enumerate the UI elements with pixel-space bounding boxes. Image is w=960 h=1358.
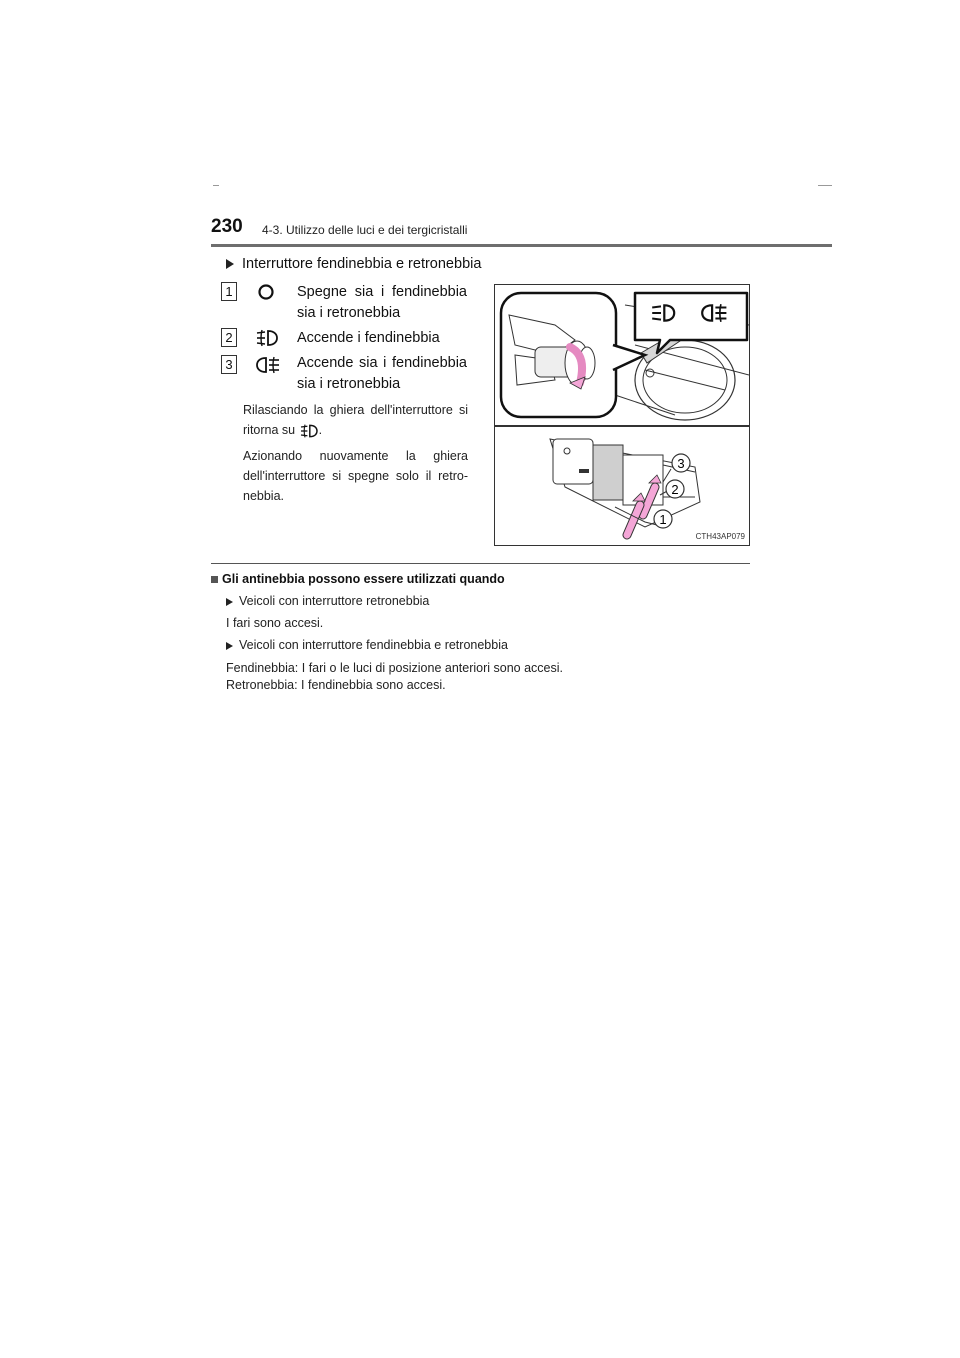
callout-2: 2 — [671, 482, 679, 497]
case2-line2: Retronebbia: I fendinebbia sono accesi. — [226, 678, 446, 692]
case1-text: I fari sono accesi. — [226, 616, 324, 630]
figure-code: CTH43AP079 — [695, 532, 745, 541]
section-separator — [211, 563, 750, 564]
section-title: Interruttore fendinebbia e retronebbia — [226, 256, 481, 272]
item-number: 1 — [221, 282, 237, 301]
item-1 — [221, 282, 237, 301]
chapter-title: 4-3. Utilizzo delle luci e dei tergicristalli — [262, 223, 468, 237]
case1-title: Veicoli con interruttore retronebbia — [226, 594, 429, 608]
item-2-text: Accende i fendinebbia — [297, 330, 440, 346]
front-fog-icon — [299, 423, 319, 439]
front-fog-icon — [255, 328, 279, 348]
fog-off-icon — [257, 283, 275, 301]
triangle-bullet-icon — [226, 259, 234, 269]
crop-mark-left — [213, 185, 219, 186]
callout-1: 1 — [659, 512, 667, 527]
item-3 — [221, 355, 237, 374]
item-1-text: Spegne sia i fendinebbia sia i retronebbia — [297, 284, 467, 321]
page-number: 230 — [211, 216, 243, 237]
note-return: Rilasciando la ghiera dell'interruttore si ritorna su . — [243, 403, 468, 437]
case2-line1: Fendinebbia: I fari o le luci di posizione anteriori sono accesi. — [226, 661, 563, 675]
header-rule — [211, 244, 832, 247]
stalk-illustration — [495, 427, 749, 545]
triangle-bullet-icon — [226, 598, 233, 606]
note-rear-off: Azionando nuovamente la ghiera dell'interruttore si spegne solo il retro-nebbia. — [243, 449, 468, 503]
square-bullet-icon — [211, 576, 218, 583]
callout-3: 3 — [677, 456, 685, 471]
item-2 — [221, 328, 237, 347]
crop-mark-right — [818, 185, 832, 186]
info-heading: Gli antinebbia possono essere utilizzati quando — [211, 572, 505, 586]
triangle-bullet-icon — [226, 642, 233, 650]
rear-fog-icon — [255, 355, 281, 375]
item-3-text: Accende sia i fendinebbia sia i retronebbia — [297, 355, 467, 392]
case2-title: Veicoli con interruttore fendinebbia e retronebbia — [226, 638, 508, 652]
fog-switch-figure — [494, 284, 750, 546]
item-number: 2 — [221, 328, 237, 347]
steering-illustration — [495, 285, 749, 425]
item-number: 3 — [221, 355, 237, 374]
